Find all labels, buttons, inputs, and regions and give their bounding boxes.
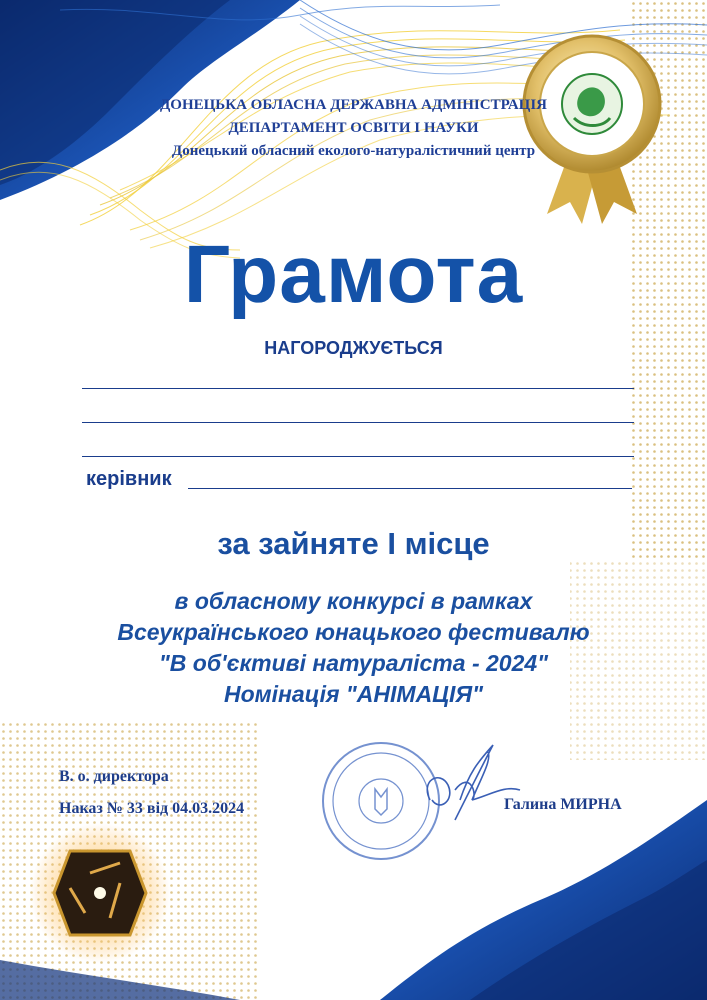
header-center: Донецький обласний еколого-натуралістичний центр: [171, 143, 536, 159]
supervisor-label: керівник: [86, 468, 172, 490]
recipient-line-3: [82, 456, 634, 457]
description-line-3: "В об'єктиві натураліста - 2024": [158, 650, 549, 676]
description-line-2: Всеукраїнського юнацького фестивалю: [117, 619, 590, 645]
header-department: ДЕПАРТАМЕНТ ОСВІТИ І НАУКИ: [228, 120, 479, 136]
header-administration: ДОНЕЦЬКА ОБЛАСНА ДЕРЖАВНА АДМІНІСТРАЦІЯ: [159, 97, 548, 113]
order-number: Наказ № 33 від 04.03.2024: [59, 800, 245, 817]
competition-description: [0, 586, 707, 710]
recipient-line-1: [82, 388, 634, 389]
official-stamp: [323, 743, 439, 859]
awarded-label: НАГОРОДЖУЄТЬСЯ: [264, 338, 443, 358]
supervisor-line: [188, 488, 632, 489]
certificate-title: Грамота: [183, 229, 524, 320]
description-line-1: в обласному конкурсі в рамках: [174, 588, 533, 614]
director-name: Галина МИРНА: [504, 796, 622, 813]
aperture-icon: [30, 823, 170, 963]
recipient-line-2: [82, 422, 634, 423]
director-position: В. о. директора: [59, 768, 169, 785]
place-text: за зайняте І місце: [217, 526, 490, 561]
description-line-4: Номінація "АНІМАЦІЯ": [223, 681, 484, 707]
